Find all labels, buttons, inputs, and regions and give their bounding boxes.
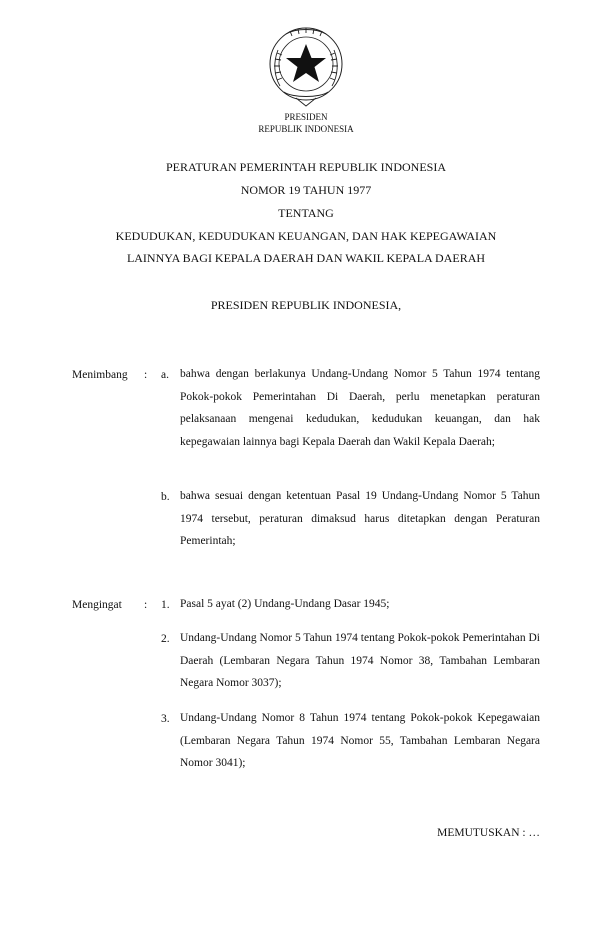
menimbang-item-a-text: bahwa dengan berlakunya Undang-Undang Nomor 5 Tahun 1974 tentang Pokok-pokok Pemerintahan Di Daerah, perlu menetapkan peraturan pelaksanaan mengenai kedudukan, kedudukan keuangan, dan hak kepegawaian lainnya bagi Kepala Daerah dan Wakil Kepala Daerah;	[180, 368, 540, 448]
menimbang-item-a-marker: a.	[161, 369, 169, 381]
menimbang-item-b-text: bahwa sesuai dengan ketentuan Pasal 19 Undang-Undang Nomor 5 Tahun 1974 tersebut, peraturan dimaksud harus ditetapkan dengan Peraturan Pemerintah;	[180, 490, 540, 548]
menimbang-item-b-marker: b.	[161, 491, 170, 503]
regulation-subject-line1: KEDUDUKAN, KEDUDUKAN KEUANGAN, DAN HAK KEPEGAWAIAN	[115, 229, 497, 243]
mengingat-label: Mengingat	[72, 599, 122, 611]
mengingat-item-1-text: Pasal 5 ayat (2) Undang-Undang Dasar 1945;	[180, 598, 390, 610]
mengingat-item-2-text: Undang-Undang Nomor 5 Tahun 1974 tentang Pokok-pokok Pemerintahan Di Daerah (Lembaran Negara Tahun 1974 Nomor 38, Tambahan Lembaran Negara Nomor 3037);	[180, 632, 540, 690]
issuer-line: PRESIDEN REPUBLIK INDONESIA,	[210, 298, 402, 312]
regulation-subject-line2: LAINNYA BAGI KEPALA DAERAH DAN WAKIL KEPALA DAERAH	[126, 251, 486, 265]
garuda-emblem-icon	[266, 26, 346, 108]
mengingat-item-3-marker: 3.	[161, 713, 170, 725]
mengingat-item-1-marker: 1.	[161, 599, 170, 611]
regulation-number: NOMOR 19 TAHUN 1977	[240, 183, 372, 197]
regulation-title: PERATURAN PEMERINTAH REPUBLIK INDONESIA	[165, 160, 447, 174]
regulation-about: TENTANG	[278, 206, 334, 220]
office-heading: PRESIDEN	[284, 112, 328, 122]
page-continuation: MEMUTUSKAN : …	[437, 827, 540, 839]
menimbang-label: Menimbang	[72, 369, 128, 381]
menimbang-colon: :	[144, 369, 148, 381]
mengingat-item-3-text: Undang-Undang Nomor 8 Tahun 1974 tentang Pokok-pokok Kepegawaian (Lembaran Negara Tahun 1974 Nomor 55, Tambahan Lembaran Negara Nomor 3041);	[180, 712, 540, 770]
mengingat-item-2-marker: 2.	[161, 633, 170, 645]
mengingat-colon: :	[144, 599, 148, 611]
office-subheading: REPUBLIK INDONESIA	[258, 124, 354, 134]
